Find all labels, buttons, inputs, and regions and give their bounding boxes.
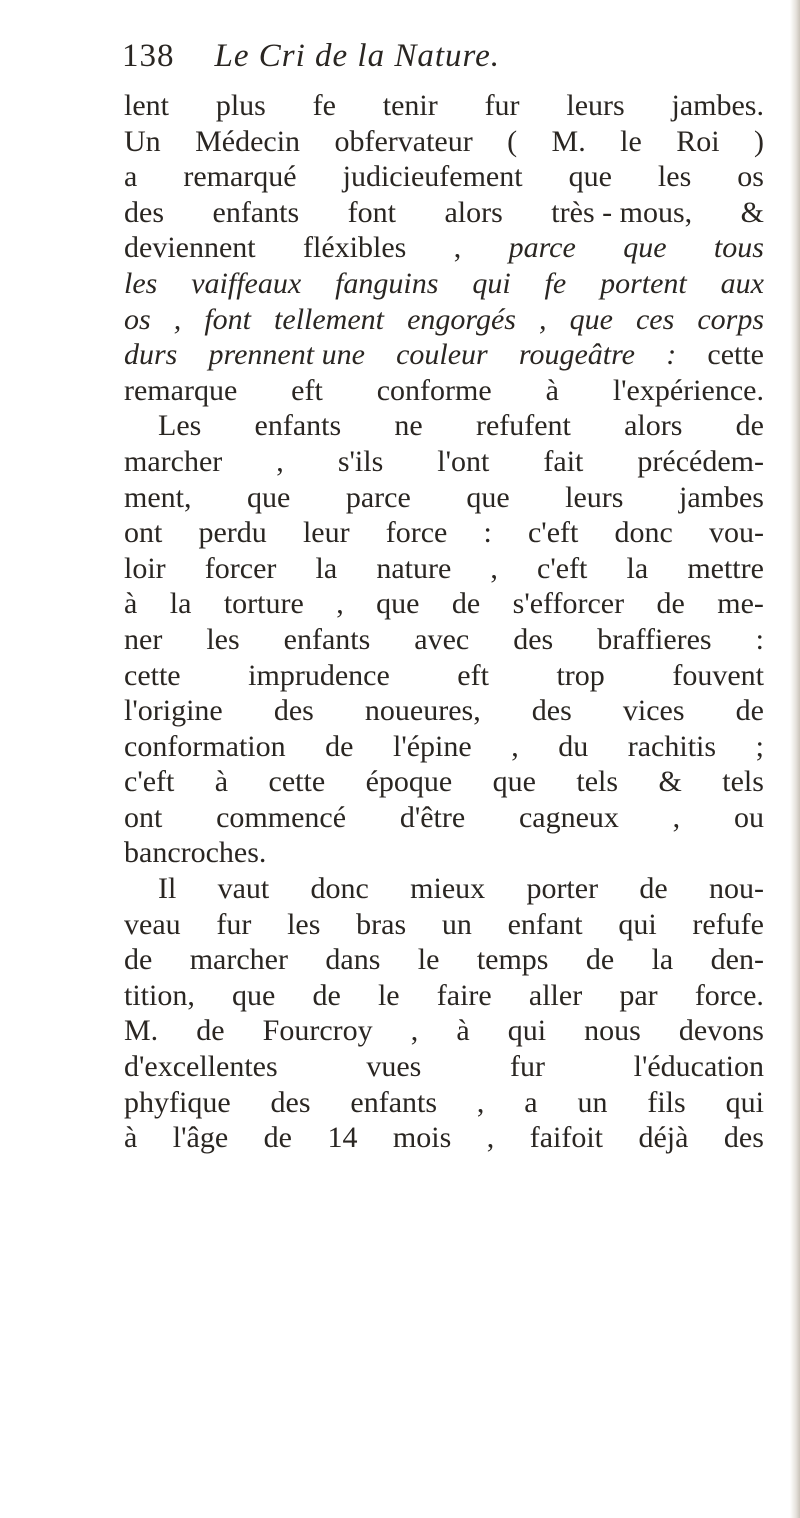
word: conformation xyxy=(124,729,286,763)
word: Il xyxy=(158,872,177,906)
word: fur xyxy=(484,89,520,122)
word: très - mous, xyxy=(551,195,693,229)
word: à xyxy=(124,587,138,621)
word: a xyxy=(124,160,138,194)
word: parce xyxy=(345,480,411,514)
italic-word: aux xyxy=(720,266,764,300)
word: ) xyxy=(753,124,764,158)
running-head xyxy=(122,38,500,90)
word: M. xyxy=(124,1014,159,1048)
word: mois xyxy=(392,1121,452,1155)
text-line xyxy=(124,693,764,729)
word: nous xyxy=(584,1014,641,1048)
word: noueures, xyxy=(364,694,481,728)
word: déjà xyxy=(638,1121,689,1155)
word: des xyxy=(273,694,314,728)
word: enfants xyxy=(283,622,371,656)
text-line xyxy=(124,230,764,266)
word: deviennent xyxy=(124,231,256,265)
word: de xyxy=(124,943,153,977)
italic-word: couleur xyxy=(396,338,488,372)
word: fe xyxy=(312,89,336,122)
word: que xyxy=(247,480,291,514)
italic-word: : xyxy=(666,338,677,372)
word: c'eft xyxy=(537,551,588,585)
word: de xyxy=(451,587,481,621)
running-title: Le Cri de la Nature. xyxy=(214,38,501,74)
word: remarque xyxy=(124,373,238,407)
page-number: 138 xyxy=(122,38,175,74)
italic-text-line xyxy=(124,302,764,338)
word: tenir xyxy=(382,89,438,122)
word: que xyxy=(232,978,276,1012)
italic-word: tous xyxy=(713,231,764,265)
word: jambes xyxy=(679,480,764,514)
word: fait xyxy=(543,444,584,478)
italic-word: engorgés xyxy=(407,302,516,336)
word: forcer xyxy=(204,551,277,585)
word: leurs xyxy=(565,480,624,514)
word: le xyxy=(377,978,400,1012)
word: qui xyxy=(507,1014,547,1048)
word: porter xyxy=(526,872,599,906)
word: de xyxy=(325,729,354,763)
word: ont xyxy=(124,800,163,834)
word: force. xyxy=(694,978,764,1012)
word: du xyxy=(558,729,589,763)
word: tels xyxy=(576,765,619,799)
word: ou xyxy=(733,800,764,834)
text-line xyxy=(124,586,764,622)
word: que xyxy=(376,587,420,621)
text-line xyxy=(124,658,764,694)
word: obfervateur xyxy=(334,124,473,158)
word: , xyxy=(490,551,498,585)
word: leurs xyxy=(566,89,625,122)
word: les xyxy=(287,907,321,941)
text-line xyxy=(124,337,764,373)
word: c'eft xyxy=(527,516,579,550)
word: , xyxy=(336,587,344,621)
word: imprudence xyxy=(248,658,390,692)
word: des xyxy=(513,622,554,656)
text-line xyxy=(124,1085,764,1121)
word: donc xyxy=(614,516,673,550)
word: jambes. xyxy=(671,89,764,122)
word: enfants xyxy=(212,195,300,229)
word: vices xyxy=(622,694,685,728)
word: enfants xyxy=(254,409,342,443)
word: d'excellentes xyxy=(124,1050,278,1084)
word: font xyxy=(347,195,396,229)
word: veau xyxy=(124,907,181,941)
italic-word: qui xyxy=(472,266,511,300)
word: leur xyxy=(302,516,350,550)
word: avec xyxy=(414,622,470,656)
word: , xyxy=(511,729,519,763)
word: cette xyxy=(124,658,181,692)
word: & xyxy=(658,765,682,799)
text-line xyxy=(124,1013,764,1049)
word: à xyxy=(124,1121,138,1155)
word: fléxibles xyxy=(303,231,407,265)
word: de xyxy=(312,978,341,1012)
word: ment, xyxy=(124,480,192,514)
word: de xyxy=(263,1121,292,1155)
italic-word: les xyxy=(124,266,158,300)
word: ont xyxy=(124,516,163,550)
word: l'éducation xyxy=(633,1050,764,1084)
word: bras xyxy=(356,907,407,941)
word: enfant xyxy=(507,907,583,941)
word: mieux xyxy=(410,872,486,906)
word: temps xyxy=(476,943,549,977)
word: s'ils xyxy=(337,444,384,478)
word: qui xyxy=(618,907,657,941)
word: des xyxy=(124,195,164,229)
italic-word: parce xyxy=(508,231,576,265)
word: de xyxy=(735,409,764,443)
body-text xyxy=(124,88,764,1156)
word: qui xyxy=(725,1085,764,1119)
word: la xyxy=(651,943,674,977)
italic-word: tellement xyxy=(274,302,384,336)
italic-word: rougeâtre xyxy=(518,338,635,372)
word: les xyxy=(206,622,240,656)
word: , xyxy=(672,800,681,834)
italic-word: ces xyxy=(635,302,675,336)
word: commencé xyxy=(216,800,347,834)
word: de xyxy=(735,694,764,728)
italic-word: corps xyxy=(697,302,764,336)
text-line-paragraph-start xyxy=(124,408,764,444)
word: des xyxy=(270,1085,311,1119)
word: cette xyxy=(707,338,764,372)
text-line xyxy=(124,159,764,195)
word: s'efforcer xyxy=(512,587,625,621)
word: eft xyxy=(457,658,489,692)
text-line xyxy=(124,444,764,480)
word: alors xyxy=(444,195,503,229)
word: la xyxy=(169,587,192,621)
word: l'âge xyxy=(172,1121,229,1155)
word: des xyxy=(723,1121,764,1155)
text-line xyxy=(124,551,764,587)
word: : xyxy=(483,516,492,550)
word: d'être xyxy=(399,800,466,834)
word: vaut xyxy=(217,872,270,906)
word: Un xyxy=(124,124,161,158)
word: , xyxy=(476,1085,485,1119)
word: Roi xyxy=(676,124,720,158)
word: nou- xyxy=(708,872,764,906)
italic-word: , xyxy=(539,302,547,336)
word: l'origine xyxy=(124,694,223,728)
word: le xyxy=(417,943,440,977)
word: fur xyxy=(216,907,252,941)
word: & xyxy=(740,195,764,229)
word: me- xyxy=(717,587,764,621)
word: cagneux xyxy=(518,800,619,834)
word: ( xyxy=(507,124,518,158)
word: judicieufement xyxy=(342,160,523,194)
word: M. xyxy=(551,124,586,158)
word: ner xyxy=(124,622,163,656)
word: phyfique xyxy=(124,1085,231,1119)
italic-word: portent xyxy=(600,266,687,300)
word: fouvent xyxy=(672,658,764,692)
italic-word: prennent une xyxy=(208,338,365,372)
text-line xyxy=(124,942,764,978)
word: que xyxy=(466,480,510,514)
italic-word: os xyxy=(124,302,151,336)
word: donc xyxy=(310,872,369,906)
word: à xyxy=(214,765,229,799)
word: loir xyxy=(124,551,166,585)
word: la xyxy=(315,551,338,585)
word: un xyxy=(441,907,472,941)
word: un xyxy=(577,1085,608,1119)
italic-word: fe xyxy=(544,266,567,300)
word: den- xyxy=(710,943,764,977)
word: les xyxy=(657,160,692,194)
word: : xyxy=(755,622,764,656)
word: , xyxy=(453,231,462,265)
word: enfants xyxy=(350,1085,438,1119)
word: la xyxy=(626,551,649,585)
word: tition, xyxy=(124,978,195,1012)
italic-word: que xyxy=(569,302,613,336)
word: l'expérience. xyxy=(612,373,764,407)
word: aller xyxy=(528,978,583,1012)
word: fur xyxy=(509,1050,545,1084)
word: lent xyxy=(124,89,169,122)
word: bancroches. xyxy=(124,836,267,870)
word: le xyxy=(620,124,642,158)
word: précédem- xyxy=(637,444,764,478)
word: par xyxy=(619,978,658,1012)
text-line xyxy=(124,800,764,836)
word: c'eft xyxy=(124,765,175,799)
word: eft xyxy=(291,373,323,407)
text-line-paragraph-start xyxy=(124,871,764,907)
word: alors xyxy=(624,409,683,443)
word: de xyxy=(639,872,668,906)
text-line xyxy=(124,515,764,551)
italic-text-line xyxy=(124,266,764,302)
word: de xyxy=(196,1014,225,1048)
word: , xyxy=(276,444,284,478)
word: torture xyxy=(223,587,304,621)
italic-word: , xyxy=(173,302,182,336)
word: , xyxy=(410,1014,419,1048)
word: faire xyxy=(436,978,492,1012)
text-line xyxy=(124,978,764,1014)
text-line xyxy=(124,729,764,765)
word: os xyxy=(737,160,764,194)
text-line xyxy=(124,1049,764,1085)
word: de xyxy=(656,587,685,621)
word: force xyxy=(385,516,448,550)
word: faifoit xyxy=(529,1121,604,1155)
word: mettre xyxy=(687,551,764,585)
word: refufent xyxy=(475,409,571,443)
word: marcher xyxy=(189,943,288,977)
word: marcher xyxy=(124,444,223,478)
word: de xyxy=(585,943,615,977)
word: cette xyxy=(268,765,326,799)
text-line xyxy=(124,622,764,658)
word: vues xyxy=(366,1050,422,1084)
text-line xyxy=(124,373,764,409)
word: que xyxy=(568,160,612,194)
word: Fourcroy xyxy=(262,1014,373,1048)
text-line-paragraph-end xyxy=(124,835,764,871)
text-line xyxy=(124,1120,764,1156)
word: a xyxy=(524,1085,538,1119)
word: rachitis xyxy=(627,729,717,763)
text-line xyxy=(124,88,764,124)
word: fils xyxy=(647,1085,686,1119)
word: remarqué xyxy=(183,160,297,194)
word: époque xyxy=(365,765,453,799)
word: l'épine xyxy=(392,729,472,763)
text-line xyxy=(124,195,764,231)
text-line xyxy=(124,907,764,943)
word: Médecin xyxy=(195,124,301,158)
word: l'ont xyxy=(437,444,490,478)
word: refufe xyxy=(692,907,764,941)
word: plus xyxy=(215,89,266,122)
word: tels xyxy=(722,765,764,799)
word: trop xyxy=(556,658,605,692)
italic-word: que xyxy=(623,231,667,265)
word: , xyxy=(486,1121,495,1155)
text-line xyxy=(124,124,764,160)
word: dans xyxy=(325,943,381,977)
word: à xyxy=(456,1014,470,1048)
word: braffieres xyxy=(597,622,712,656)
word: à xyxy=(545,373,559,407)
word: que xyxy=(492,765,536,799)
word: ne xyxy=(394,409,423,443)
text-line xyxy=(124,764,764,800)
word: ; xyxy=(755,729,764,763)
word: perdu xyxy=(198,516,267,550)
word: vou- xyxy=(708,516,764,550)
word: Les xyxy=(158,409,202,443)
text-line xyxy=(124,480,764,516)
italic-word: vaiffeaux xyxy=(191,266,302,300)
italic-word: font xyxy=(204,302,251,336)
word: conforme xyxy=(376,373,492,407)
word: des xyxy=(531,694,572,728)
italic-word: fanguins xyxy=(335,266,439,300)
word: devons xyxy=(678,1014,764,1048)
page-edge-shadow xyxy=(790,0,800,1518)
italic-word: durs xyxy=(124,338,178,372)
word: nature xyxy=(376,551,452,585)
word: 14 xyxy=(327,1121,358,1155)
